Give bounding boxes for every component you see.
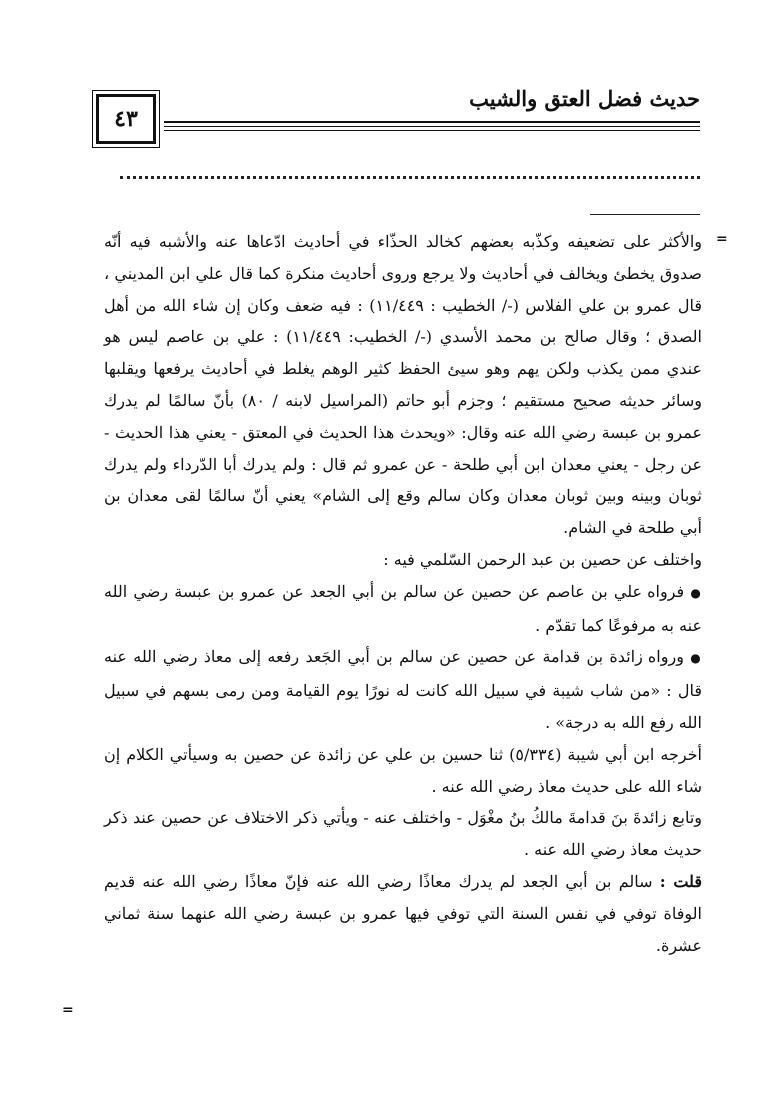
page-number: ٤٣ — [114, 106, 138, 132]
footnote-rule — [590, 214, 700, 215]
margin-mark: = — [716, 231, 728, 247]
running-header-title: حديث فضل العتق والشيب — [469, 86, 700, 111]
paragraph-text: سالم بن أبي الجعد لم يدرك معاذًا رضي الله عنه فإنّ معاذًا رضي الله عنه قديم الوفاة توفي في نفس السنة التي توفي فيها عمرو بن عبسة رضي الله عنهما سنة ثماني عشرة. — [104, 871, 702, 955]
paragraph: واختلف عن حصين بن عبد الرحمن السّلمي فيه : — [383, 549, 702, 569]
bullet-icon: ● — [690, 651, 702, 666]
page-number-box — [96, 94, 156, 144]
header-rule — [164, 126, 700, 127]
paragraph: وتابع زائدةَ بنَ قدامةَ مالكُ بنُ مغْوَل - واختلف عنه - ويأتي ذكر الاختلاف عن حصين عند ذكر حديث معاذ رضي الله عنه . — [104, 808, 702, 860]
paragraph-text: ورواه زائدة بن قدامة عن حصين عن سالم بن أبي الجَعد رفعه إلى معاذ رضي الله عنه قال : «من شاب شيبة في سبيل الله كانت له نورًا يوم القيامة ومن رمى بسهم في سبيل الله رفع الله به درجة» . — [104, 647, 702, 732]
bullet-icon: ● — [690, 585, 702, 600]
paragraph — [104, 866, 702, 961]
paragraph-text: فرواه علي بن عاصم عن حصين عن سالم بن أبي الجعد عن عمرو بن عبسة رضي الله عنه به مرفوعًا كما تقدّم . — [104, 581, 702, 635]
margin-mark: = — [62, 1002, 74, 1018]
bullet-paragraph — [104, 576, 702, 642]
paragraph: والأكثر على تضعيفه وكذّبه بعضهم كخالد الحذّاء في أحاديث ادّعاها عنه والأشبه فيه أنّه صدوق يخطئ ويخالف في أحاديث ولا يرجع وروى أحاديث منكرة كما قال علي ابن المديني ، قال عمرو بن علي الفلاس (-/ الخطيب : ١١/٤٤٩) : فيه ضعف وكان إن شاء الله من أهل الصدق ؛ وقال صالح بن محمد الأسدي (-/ الخطيب: ١١/٤٤٩) : علي بن عاصم ليس هو عندي ممن يكذب ولكن يهم وهو سيئ الحفظ كثير الوهم يغلط في أحاديث يرفعها ويقلبها وسائر حديثه صحيح مستقيم ؛ وجزم أبو حاتم (المراسيل لابنه / ٨٠) بأنّ سالمًا لم يدرك عمرو بن عبسة رضي الله عنه وقال: «ويحدث هذا الحديث في المعتق - يعني هذا الحديث - عن رجل - يعني معدان ابن أبي طلحة - عن عمرو ثم قال : ولم يدرك أبا الدّرداء ولم يدرك ثوبان وبينه وبين ثوبان معدان وكان سالم وقع إلى الشام» يعني أنّ سالمًا لقى معدان بن أبي طلحة في الشام. — [104, 232, 703, 538]
paragraph: أخرجه ابن أبي شيبة (٥/٣٣٤) ثنا حسين بن علي عن زائدة عن حصين به وسيأتي الكلام إن شاء الله على حديث معاذ رضي الله عنه . — [104, 744, 702, 796]
body-text — [104, 226, 702, 961]
header-rule — [164, 130, 700, 131]
dotted-separator — [120, 176, 700, 179]
header-rule — [164, 121, 700, 123]
qult-label: قلت : — [659, 871, 703, 891]
bullet-paragraph — [104, 641, 702, 738]
